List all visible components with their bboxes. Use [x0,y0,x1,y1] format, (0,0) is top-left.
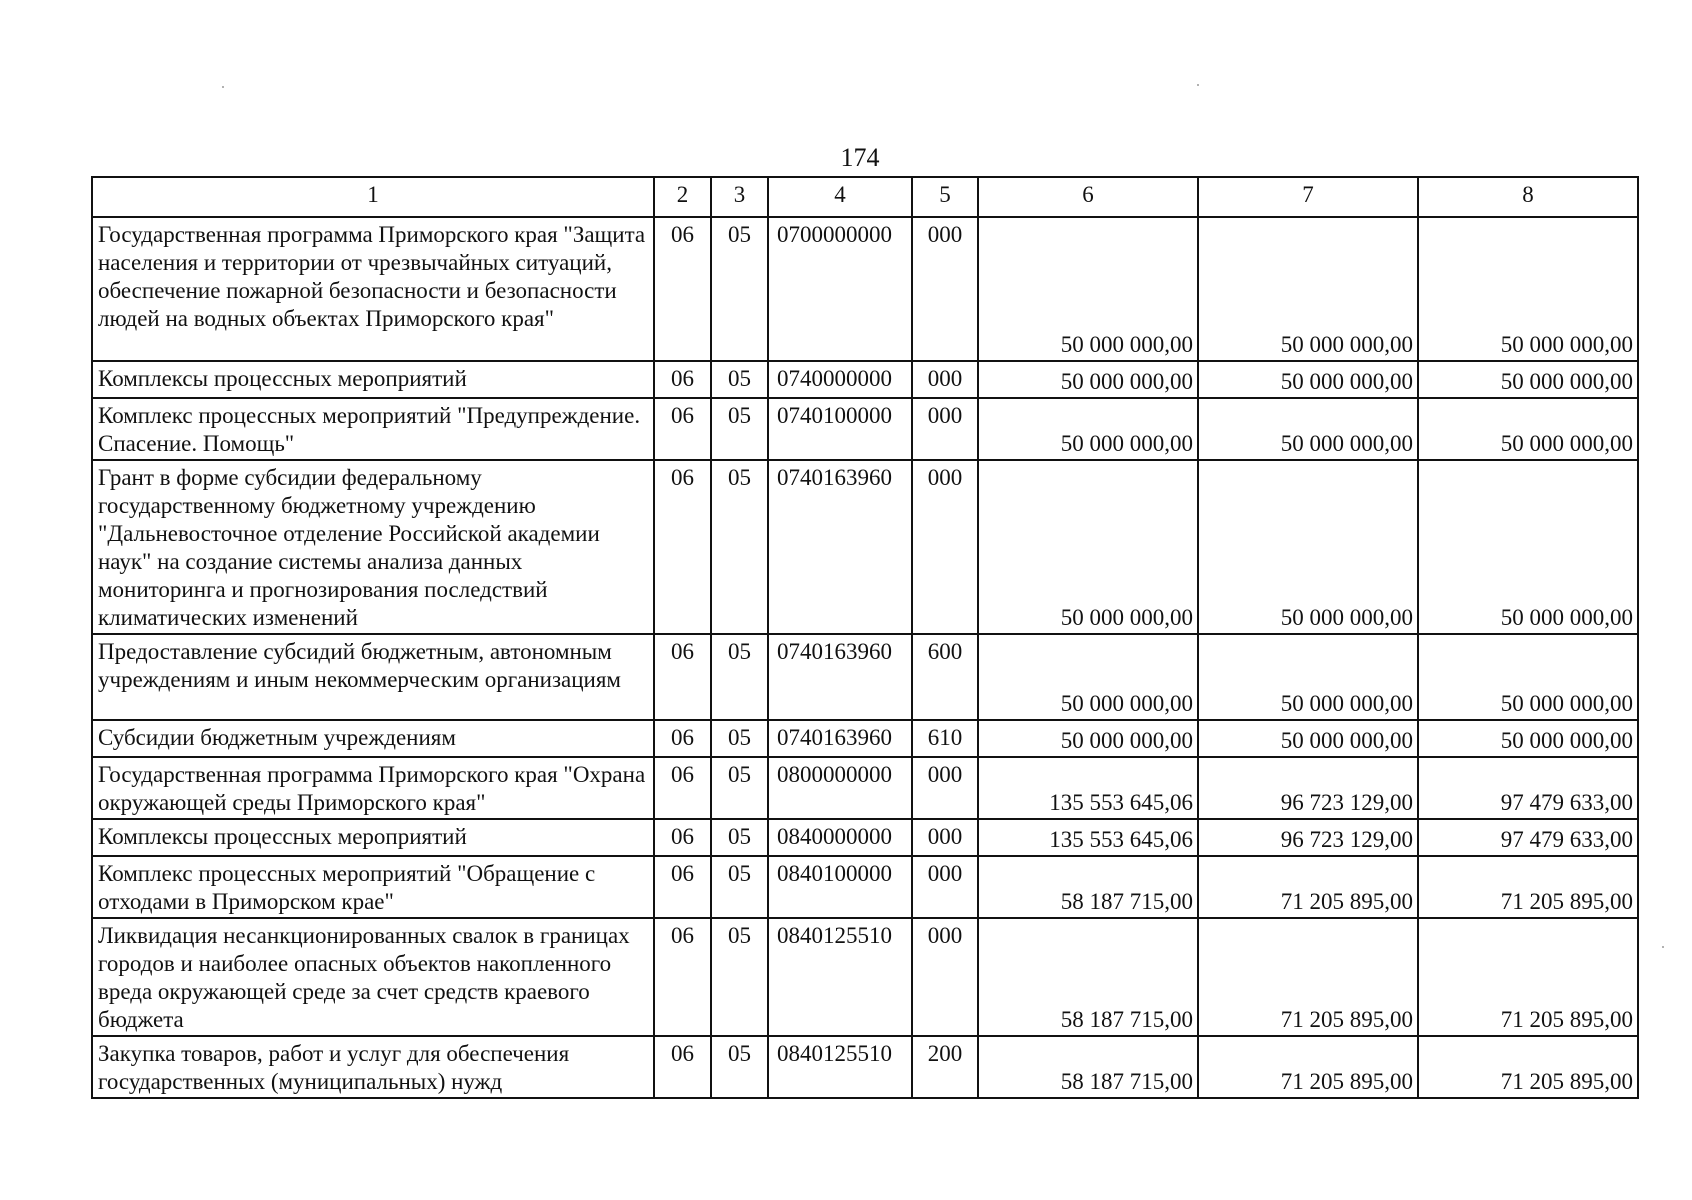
subsection-code-cell: 05 [711,217,768,361]
budget-table [91,176,1639,1099]
amount-col7-cell: 50 000 000,00 [1198,460,1418,634]
section-code-cell: 06 [654,918,711,1036]
section-code-cell: 06 [654,856,711,918]
subsection-code-cell: 05 [711,634,768,720]
expense-type-cell: 000 [912,217,978,361]
expense-type-cell: 000 [912,361,978,398]
target-code-cell: 0700000000 [768,217,912,361]
target-code-cell: 0740100000 [768,398,912,460]
amount-col6-cell: 135 553 645,06 [978,757,1198,819]
row-name-cell: Закупка товаров, работ и услуг для обеспечения государственных (муниципальных) нужд [92,1036,654,1098]
row-name-cell: Комплекс процессных мероприятий "Обращение с отходами в Приморском крае" [92,856,654,918]
table-row [92,918,1638,1036]
target-code-cell: 0840100000 [768,856,912,918]
column-header: 4 [768,177,912,217]
subsection-code-cell: 05 [711,856,768,918]
column-header: 1 [92,177,654,217]
subsection-code-cell: 05 [711,460,768,634]
amount-col8-cell: 50 000 000,00 [1418,634,1638,720]
row-name-cell: Ликвидация несанкционированных свалок в границах городов и наиболее опасных объектов накопленного вреда окружающей среде за счет средств краевого бюджета [92,918,654,1036]
row-name-cell: Субсидии бюджетным учреждениям [92,720,654,757]
page-number: 174 [840,143,880,172]
row-name-cell: Комплекс процессных мероприятий "Предупреждение. Спасение. Помощь" [92,398,654,460]
column-header: 2 [654,177,711,217]
table-row [92,634,1638,720]
expense-type-cell: 000 [912,918,978,1036]
section-code-cell: 06 [654,1036,711,1098]
row-name-cell: Комплексы процессных мероприятий [92,361,654,398]
subsection-code-cell: 05 [711,1036,768,1098]
expense-type-cell: 000 [912,856,978,918]
table-row [92,460,1638,634]
table-row [92,720,1638,757]
amount-col8-cell: 50 000 000,00 [1418,720,1638,757]
amount-col8-cell: 97 479 633,00 [1418,757,1638,819]
amount-col6-cell: 50 000 000,00 [978,361,1198,398]
amount-col8-cell: 71 205 895,00 [1418,1036,1638,1098]
column-header: 7 [1198,177,1418,217]
row-name-cell: Грант в форме субсидии федеральному государственному бюджетному учреждению "Дальневосточное отделение Российской академии наук" на создание системы анализа данных мониторинга и прогнозирования последствий климатических изменений [92,460,654,634]
amount-col7-cell: 71 205 895,00 [1198,918,1418,1036]
subsection-code-cell: 05 [711,361,768,398]
column-number-row [92,177,1638,217]
section-code-cell: 06 [654,819,711,856]
table-row [92,1036,1638,1098]
amount-col8-cell: 71 205 895,00 [1418,856,1638,918]
subsection-code-cell: 05 [711,918,768,1036]
amount-col8-cell: 97 479 633,00 [1418,819,1638,856]
target-code-cell: 0840125510 [768,918,912,1036]
amount-col8-cell: 71 205 895,00 [1418,918,1638,1036]
subsection-code-cell: 05 [711,819,768,856]
scan-speck [1197,84,1199,86]
amount-col7-cell: 71 205 895,00 [1198,1036,1418,1098]
amount-col7-cell: 50 000 000,00 [1198,634,1418,720]
table-body [92,217,1638,1098]
amount-col8-cell: 50 000 000,00 [1418,398,1638,460]
amount-col7-cell: 50 000 000,00 [1198,217,1418,361]
amount-col6-cell: 50 000 000,00 [978,720,1198,757]
amount-col7-cell: 50 000 000,00 [1198,720,1418,757]
section-code-cell: 06 [654,757,711,819]
amount-col7-cell: 96 723 129,00 [1198,757,1418,819]
target-code-cell: 0800000000 [768,757,912,819]
amount-col8-cell: 50 000 000,00 [1418,217,1638,361]
scan-speck [1662,946,1664,948]
target-code-cell: 0740000000 [768,361,912,398]
amount-col7-cell: 50 000 000,00 [1198,398,1418,460]
table-row [92,398,1638,460]
expense-type-cell: 600 [912,634,978,720]
row-name-cell: Комплексы процессных мероприятий [92,819,654,856]
table-row [92,217,1638,361]
section-code-cell: 06 [654,217,711,361]
section-code-cell: 06 [654,634,711,720]
expense-type-cell: 610 [912,720,978,757]
row-name-cell: Государственная программа Приморского края "Защита населения и территории от чрезвычайных ситуаций, обеспечение пожарной безопасности и безопасности людей на водных объектах Приморского края" [92,217,654,361]
amount-col8-cell: 50 000 000,00 [1418,460,1638,634]
expense-type-cell: 000 [912,819,978,856]
amount-col6-cell: 58 187 715,00 [978,856,1198,918]
scan-speck [222,86,224,88]
table-row [92,361,1638,398]
subsection-code-cell: 05 [711,757,768,819]
expense-type-cell: 000 [912,757,978,819]
section-code-cell: 06 [654,398,711,460]
target-code-cell: 0840125510 [768,1036,912,1098]
amount-col6-cell: 50 000 000,00 [978,634,1198,720]
amount-col6-cell: 135 553 645,06 [978,819,1198,856]
amount-col8-cell: 50 000 000,00 [1418,361,1638,398]
amount-col6-cell: 50 000 000,00 [978,217,1198,361]
column-header: 5 [912,177,978,217]
table-row [92,856,1638,918]
amount-col6-cell: 58 187 715,00 [978,918,1198,1036]
expense-type-cell: 000 [912,460,978,634]
amount-col7-cell: 50 000 000,00 [1198,361,1418,398]
subsection-code-cell: 05 [711,398,768,460]
target-code-cell: 0740163960 [768,720,912,757]
expense-type-cell: 000 [912,398,978,460]
column-header: 8 [1418,177,1638,217]
amount-col6-cell: 58 187 715,00 [978,1036,1198,1098]
column-header: 6 [978,177,1198,217]
section-code-cell: 06 [654,361,711,398]
column-header: 3 [711,177,768,217]
amount-col6-cell: 50 000 000,00 [978,398,1198,460]
table-row [92,819,1638,856]
amount-col7-cell: 96 723 129,00 [1198,819,1418,856]
amount-col7-cell: 71 205 895,00 [1198,856,1418,918]
section-code-cell: 06 [654,720,711,757]
row-name-cell: Предоставление субсидий бюджетным, автономным учреждениям и иным некоммерческим организациям [92,634,654,720]
section-code-cell: 06 [654,460,711,634]
row-name-cell: Государственная программа Приморского края "Охрана окружающей среды Приморского края" [92,757,654,819]
target-code-cell: 0740163960 [768,460,912,634]
amount-col6-cell: 50 000 000,00 [978,460,1198,634]
table-row [92,757,1638,819]
target-code-cell: 0840000000 [768,819,912,856]
subsection-code-cell: 05 [711,720,768,757]
expense-type-cell: 200 [912,1036,978,1098]
target-code-cell: 0740163960 [768,634,912,720]
